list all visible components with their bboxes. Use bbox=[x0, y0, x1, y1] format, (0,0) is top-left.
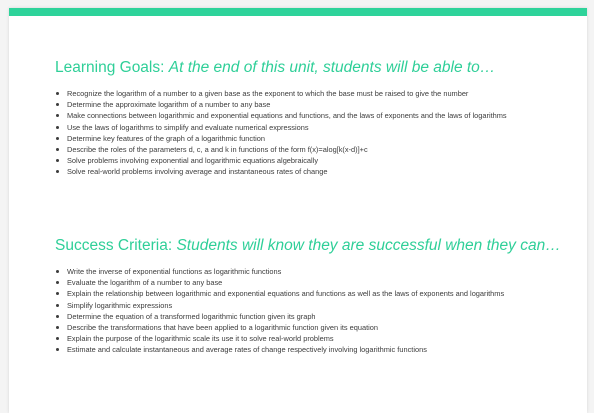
list-item bbox=[55, 311, 545, 322]
list-item bbox=[55, 322, 545, 333]
list-item bbox=[55, 144, 545, 155]
bullet-icon bbox=[56, 292, 59, 295]
list-item-text: Make connections between logarithmic and exponential equations and functions, and the laws of exponents and the laws of logarithms bbox=[67, 111, 507, 121]
bullet-icon bbox=[56, 348, 59, 351]
bullet-icon bbox=[56, 137, 59, 140]
list-item-text: Use the laws of logarithms to simplify and evaluate numerical expressions bbox=[67, 122, 309, 132]
bullet-icon bbox=[56, 315, 59, 318]
bullet-icon bbox=[56, 114, 59, 117]
bullet-icon bbox=[56, 103, 59, 106]
success-criteria-heading-subtitle: Students will know they are successful when they can… bbox=[176, 237, 561, 254]
list-item bbox=[55, 266, 545, 277]
list-item-text: Write the inverse of exponential functions as logarithmic functions bbox=[67, 267, 282, 276]
learning-goals-heading-label: Learning Goals: bbox=[55, 59, 169, 76]
bullet-icon bbox=[56, 337, 59, 340]
bullet-icon bbox=[56, 148, 59, 151]
list-item bbox=[55, 133, 545, 144]
list-item bbox=[55, 300, 545, 311]
success-criteria-list bbox=[55, 266, 545, 356]
list-item-text: Describe the roles of the parameters d, c, a and k in functions of the form f(x)=alog[k(x-d)]+c bbox=[67, 145, 368, 155]
learning-goals-heading bbox=[55, 58, 495, 78]
bullet-icon bbox=[56, 92, 59, 95]
bullet-icon bbox=[56, 126, 59, 129]
list-item bbox=[55, 155, 545, 166]
bullet-icon bbox=[56, 326, 59, 329]
list-item-text: Determine the approximate logarithm of a number to any base bbox=[67, 100, 271, 110]
accent-bar bbox=[9, 8, 587, 16]
list-item-text: Explain the relationship between logarithmic and exponential equations and functions as well as the laws of exponents and logarithms bbox=[67, 289, 505, 299]
list-item bbox=[55, 88, 545, 99]
list-item-text: Solve real-world problems involving average and instantaneous rates of change bbox=[67, 167, 328, 177]
learning-goals-list bbox=[55, 88, 545, 178]
list-item bbox=[55, 288, 545, 299]
list-item-text: Describe the transformations that have been applied to a logarithmic function given its equation bbox=[67, 323, 379, 333]
list-item-text: Explain the purpose of the logarithmic scale its use it to solve real-world problems bbox=[67, 334, 334, 344]
success-criteria-heading-label: Success Criteria: bbox=[55, 237, 177, 254]
learning-goals-heading-subtitle: At the end of this unit, students will be able to… bbox=[168, 59, 496, 76]
list-item-text: Determine key features of the graph of a logarithmic function bbox=[67, 133, 266, 143]
list-item bbox=[55, 110, 545, 121]
bullet-icon bbox=[56, 270, 59, 273]
bullet-icon bbox=[56, 304, 59, 307]
bullet-icon bbox=[56, 170, 59, 173]
bullet-icon bbox=[56, 281, 59, 284]
bullet-icon bbox=[56, 159, 59, 162]
list-item-text: Evaluate the logarithm of a number to any base bbox=[67, 278, 223, 288]
list-item-text: Simplify logarithmic expressions bbox=[67, 300, 173, 310]
list-item bbox=[55, 277, 545, 288]
list-item bbox=[55, 166, 545, 177]
list-item-text: Determine the equation of a transformed logarithmic function given its graph bbox=[67, 311, 316, 321]
list-item bbox=[55, 333, 545, 344]
list-item bbox=[55, 99, 545, 110]
list-item bbox=[55, 122, 545, 133]
list-item-text: Solve problems involving exponential and logarithmic equations algebraically bbox=[67, 156, 319, 166]
list-item bbox=[55, 344, 545, 355]
success-criteria-heading bbox=[55, 236, 561, 256]
content-card bbox=[9, 8, 587, 413]
list-item-text: Estimate and calculate instantaneous and average rates of change respectively involving logarithmic functions bbox=[67, 345, 427, 355]
list-item-text: Recognize the logarithm of a number to a given base as the exponent to which the base must be raised to give the number bbox=[67, 89, 469, 98]
